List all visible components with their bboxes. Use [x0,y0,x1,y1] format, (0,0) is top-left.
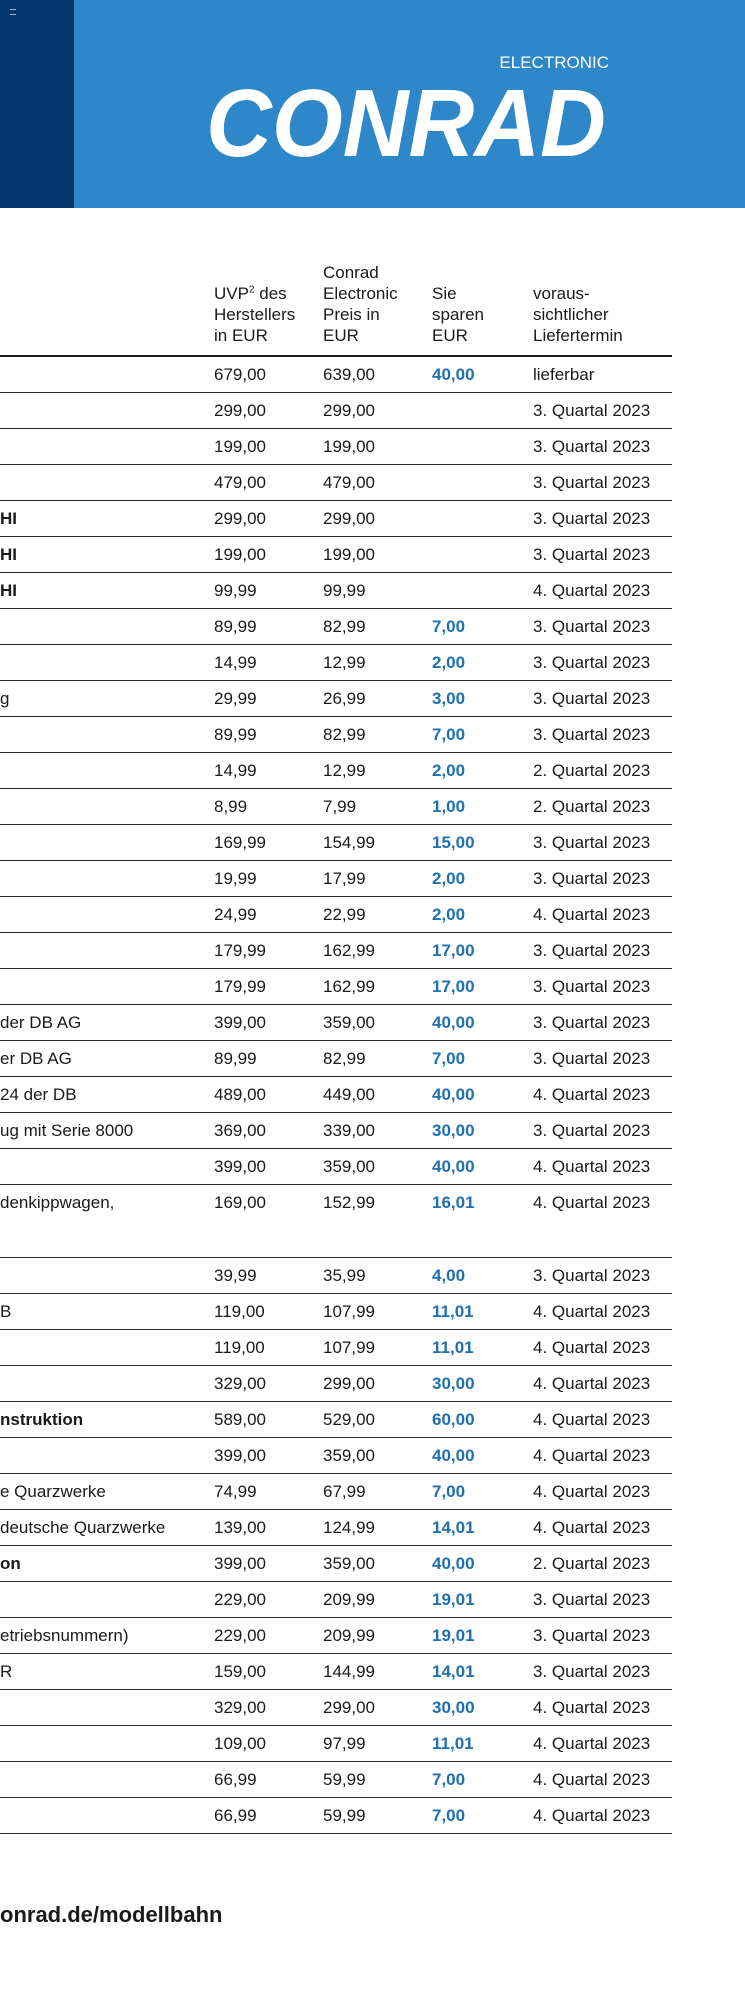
row-description [0,1726,214,1762]
row-savings [432,537,533,573]
table-row [0,1185,672,1258]
row-price: 107,99 [323,1294,432,1330]
row-delivery: 4. Quartal 2023 [533,1438,672,1474]
row-uvp: 329,00 [214,1366,323,1402]
row-savings: 14,01 [432,1654,533,1690]
table-row [0,789,672,825]
row-savings: 15,00 [432,825,533,861]
table-row [0,465,672,501]
row-description [0,609,214,645]
row-description [0,1149,214,1185]
row-savings: 2,00 [432,897,533,933]
header-conrad-price: Conrad Electronic Preis in EUR [323,262,432,356]
row-description [0,429,214,465]
row-price: 359,00 [323,1438,432,1474]
row-uvp: 159,00 [214,1654,323,1690]
row-description [0,753,214,789]
row-price: 12,99 [323,645,432,681]
row-delivery: 2. Quartal 2023 [533,1546,672,1582]
row-uvp: 29,99 [214,681,323,717]
table-row [0,1618,672,1654]
row-price: 299,00 [323,1690,432,1726]
table-row [0,1041,672,1077]
table-row [0,825,672,861]
row-uvp: 109,00 [214,1726,323,1762]
row-delivery: 4. Quartal 2023 [533,1077,672,1113]
row-uvp: 169,99 [214,825,323,861]
row-delivery: 3. Quartal 2023 [533,1041,672,1077]
row-uvp: 229,00 [214,1582,323,1618]
table-row [0,1077,672,1113]
row-delivery: 4. Quartal 2023 [533,1762,672,1798]
row-price: 479,00 [323,465,432,501]
row-description [0,861,214,897]
row-savings: 19,01 [432,1618,533,1654]
row-uvp: 8,99 [214,789,323,825]
row-price: 209,99 [323,1582,432,1618]
row-price: 124,99 [323,1510,432,1546]
row-savings: 60,00 [432,1402,533,1438]
row-delivery: 4. Quartal 2023 [533,1690,672,1726]
row-price: 199,00 [323,537,432,573]
table-row [0,501,672,537]
table-row [0,933,672,969]
row-savings: 7,00 [432,1474,533,1510]
row-price: 7,99 [323,789,432,825]
row-uvp: 66,99 [214,1798,323,1834]
table-row [0,1438,672,1474]
row-description: denkippwagen, [0,1185,214,1258]
table-row [0,1294,672,1330]
row-savings: 17,00 [432,969,533,1005]
row-price: 639,00 [323,356,432,393]
row-savings: 11,01 [432,1726,533,1762]
row-delivery: 4. Quartal 2023 [533,1798,672,1834]
row-delivery: 3. Quartal 2023 [533,1113,672,1149]
row-delivery: 4. Quartal 2023 [533,1510,672,1546]
row-description [0,717,214,753]
row-description: e Quarzwerke [0,1474,214,1510]
row-delivery: 4. Quartal 2023 [533,1294,672,1330]
table-row [0,1798,672,1834]
row-savings: 40,00 [432,1149,533,1185]
row-delivery: 3. Quartal 2023 [533,681,672,717]
table-row [0,429,672,465]
row-uvp: 199,00 [214,429,323,465]
row-price: 67,99 [323,1474,432,1510]
row-description: g [0,681,214,717]
row-uvp: 679,00 [214,356,323,393]
row-savings: 40,00 [432,1005,533,1041]
row-delivery: 4. Quartal 2023 [533,1366,672,1402]
row-price: 339,00 [323,1113,432,1149]
row-uvp: 99,99 [214,573,323,609]
row-uvp: 119,00 [214,1294,323,1330]
row-delivery: 4. Quartal 2023 [533,1149,672,1185]
row-description [0,1762,214,1798]
row-description [0,465,214,501]
row-description: etriebsnummern) [0,1618,214,1654]
row-description: B [0,1294,214,1330]
footer-url[interactable]: onrad.de/modellbahn [0,1902,223,1927]
row-uvp: 89,99 [214,609,323,645]
row-savings: 3,00 [432,681,533,717]
row-delivery: 3. Quartal 2023 [533,537,672,573]
row-delivery: 4. Quartal 2023 [533,1330,672,1366]
table-row [0,1546,672,1582]
row-delivery: 3. Quartal 2023 [533,1582,672,1618]
table-header-row [0,262,672,356]
header-banner [0,0,745,208]
row-savings: 17,00 [432,933,533,969]
row-savings: 2,00 [432,753,533,789]
row-price: 529,00 [323,1402,432,1438]
row-description: on [0,1546,214,1582]
logo-wordmark: CONRAD [206,70,606,166]
table-row [0,1474,672,1510]
row-delivery: 4. Quartal 2023 [533,1402,672,1438]
row-savings: 2,00 [432,645,533,681]
row-savings: 40,00 [432,356,533,393]
row-uvp: 19,99 [214,861,323,897]
row-description [0,1438,214,1474]
row-price: 144,99 [323,1654,432,1690]
row-delivery: 4. Quartal 2023 [533,1726,672,1762]
row-price: 359,00 [323,1149,432,1185]
table-row [0,717,672,753]
conrad-logo[interactable] [206,48,611,166]
row-delivery: 3. Quartal 2023 [533,861,672,897]
row-uvp: 14,99 [214,753,323,789]
row-uvp: 179,99 [214,969,323,1005]
row-delivery: lieferbar [533,356,672,393]
row-price: 299,00 [323,501,432,537]
row-uvp: 89,99 [214,717,323,753]
row-uvp: 329,00 [214,1690,323,1726]
row-savings: 7,00 [432,1798,533,1834]
row-price: 59,99 [323,1798,432,1834]
row-description [0,1582,214,1618]
row-uvp: 66,99 [214,1762,323,1798]
row-price: 82,99 [323,609,432,645]
row-description: R [0,1654,214,1690]
row-price: 99,99 [323,573,432,609]
table-row [0,1402,672,1438]
row-price: 26,99 [323,681,432,717]
row-savings: 1,00 [432,789,533,825]
header-savings: Sie sparen EUR [432,262,533,356]
table-row [0,1113,672,1149]
row-savings: 2,00 [432,861,533,897]
row-uvp: 369,00 [214,1113,323,1149]
table-row [0,1582,672,1618]
row-price: 82,99 [323,717,432,753]
row-price: 209,99 [323,1618,432,1654]
row-price: 35,99 [323,1258,432,1294]
row-price: 97,99 [323,1726,432,1762]
row-description [0,969,214,1005]
row-savings: 16,01 [432,1185,533,1258]
row-uvp: 139,00 [214,1510,323,1546]
row-description [0,933,214,969]
row-price: 152,99 [323,1185,432,1258]
header-delivery: voraus- sichtlicher Liefertermin [533,262,672,356]
header-description [0,262,214,356]
row-description [0,1798,214,1834]
row-description: der DB AG [0,1005,214,1041]
row-savings: 4,00 [432,1258,533,1294]
row-savings [432,573,533,609]
row-uvp: 589,00 [214,1402,323,1438]
row-delivery: 3. Quartal 2023 [533,465,672,501]
row-delivery: 3. Quartal 2023 [533,429,672,465]
row-uvp: 119,00 [214,1330,323,1366]
row-delivery: 2. Quartal 2023 [533,789,672,825]
table-row [0,573,672,609]
row-savings: 19,01 [432,1582,533,1618]
row-delivery: 3. Quartal 2023 [533,501,672,537]
table-row [0,1330,672,1366]
row-price: 154,99 [323,825,432,861]
row-delivery: 4. Quartal 2023 [533,573,672,609]
row-uvp: 14,99 [214,645,323,681]
row-delivery: 4. Quartal 2023 [533,897,672,933]
header-dark-panel [0,0,74,208]
row-price: 199,00 [323,429,432,465]
row-delivery: 3. Quartal 2023 [533,609,672,645]
row-uvp: 179,99 [214,933,323,969]
table-row [0,1510,672,1546]
row-uvp: 199,00 [214,537,323,573]
row-delivery: 4. Quartal 2023 [533,1185,672,1258]
row-price: 449,00 [323,1077,432,1113]
row-description [0,1690,214,1726]
row-delivery: 3. Quartal 2023 [533,1005,672,1041]
row-delivery: 3. Quartal 2023 [533,717,672,753]
row-description: 24 der DB [0,1077,214,1113]
row-savings [432,465,533,501]
row-delivery: 3. Quartal 2023 [533,1258,672,1294]
row-description: nstruktion [0,1402,214,1438]
table-row [0,969,672,1005]
row-uvp: 299,00 [214,393,323,429]
row-price: 59,99 [323,1762,432,1798]
row-savings: 7,00 [432,1762,533,1798]
row-savings: 30,00 [432,1690,533,1726]
table-row [0,356,672,393]
row-delivery: 3. Quartal 2023 [533,1618,672,1654]
table-row [0,645,672,681]
row-savings: 11,01 [432,1294,533,1330]
table-row [0,1149,672,1185]
row-uvp: 399,00 [214,1005,323,1041]
row-savings: 11,01 [432,1330,533,1366]
row-price: 12,99 [323,753,432,789]
table-row [0,1762,672,1798]
row-uvp: 399,00 [214,1546,323,1582]
row-savings [432,501,533,537]
row-delivery: 3. Quartal 2023 [533,393,672,429]
row-price: 359,00 [323,1005,432,1041]
row-price: 162,99 [323,969,432,1005]
row-description [0,1258,214,1294]
row-savings [432,429,533,465]
row-uvp: 399,00 [214,1438,323,1474]
row-savings: 40,00 [432,1438,533,1474]
row-description [0,1366,214,1402]
row-description [0,825,214,861]
row-uvp: 89,99 [214,1041,323,1077]
row-delivery: 2. Quartal 2023 [533,753,672,789]
row-savings: 7,00 [432,717,533,753]
table-row [0,609,672,645]
table-row [0,1654,672,1690]
row-description: ug mit Serie 8000 [0,1113,214,1149]
row-price: 299,00 [323,1366,432,1402]
row-savings [432,393,533,429]
table-row [0,537,672,573]
row-delivery: 4. Quartal 2023 [533,1474,672,1510]
row-description: HI [0,573,214,609]
row-delivery: 3. Quartal 2023 [533,645,672,681]
table-row [0,393,672,429]
table-row [0,897,672,933]
row-description [0,645,214,681]
row-savings: 40,00 [432,1546,533,1582]
row-price: 22,99 [323,897,432,933]
row-price: 359,00 [323,1546,432,1582]
row-description: er DB AG [0,1041,214,1077]
table-row [0,753,672,789]
row-price: 17,99 [323,861,432,897]
row-uvp: 399,00 [214,1149,323,1185]
table-row [0,1258,672,1294]
row-uvp: 299,00 [214,501,323,537]
header-uvp: UVP$^2$ des Herstellers in EUR [214,262,323,356]
row-savings: 7,00 [432,609,533,645]
row-savings: 30,00 [432,1113,533,1149]
row-uvp: 24,99 [214,897,323,933]
row-description: deutsche Quarzwerke [0,1510,214,1546]
row-description [0,1330,214,1366]
row-delivery: 3. Quartal 2023 [533,933,672,969]
price-table [0,262,672,1834]
row-description [0,789,214,825]
row-description [0,897,214,933]
row-delivery: 3. Quartal 2023 [533,825,672,861]
table-row [0,1005,672,1041]
row-savings: 30,00 [432,1366,533,1402]
row-savings: 7,00 [432,1041,533,1077]
row-price: 82,99 [323,1041,432,1077]
row-description: HI [0,501,214,537]
row-price: 162,99 [323,933,432,969]
row-savings: 14,01 [432,1510,533,1546]
row-delivery: 3. Quartal 2023 [533,969,672,1005]
row-uvp: 489,00 [214,1077,323,1113]
row-savings: 40,00 [432,1077,533,1113]
logo-subtitle: ELECTRONIC [499,53,609,72]
row-uvp: 169,00 [214,1185,323,1258]
row-description: HI [0,537,214,573]
row-uvp: 229,00 [214,1618,323,1654]
row-uvp: 74,99 [214,1474,323,1510]
table-row [0,1366,672,1402]
table-row [0,1726,672,1762]
row-price: 107,99 [323,1330,432,1366]
table-row [0,861,672,897]
row-uvp: 479,00 [214,465,323,501]
menu-icon [10,9,16,15]
table-row [0,1690,672,1726]
row-price: 299,00 [323,393,432,429]
row-uvp: 39,99 [214,1258,323,1294]
row-delivery: 3. Quartal 2023 [533,1654,672,1690]
table-row [0,681,672,717]
row-description [0,356,214,393]
row-description [0,393,214,429]
